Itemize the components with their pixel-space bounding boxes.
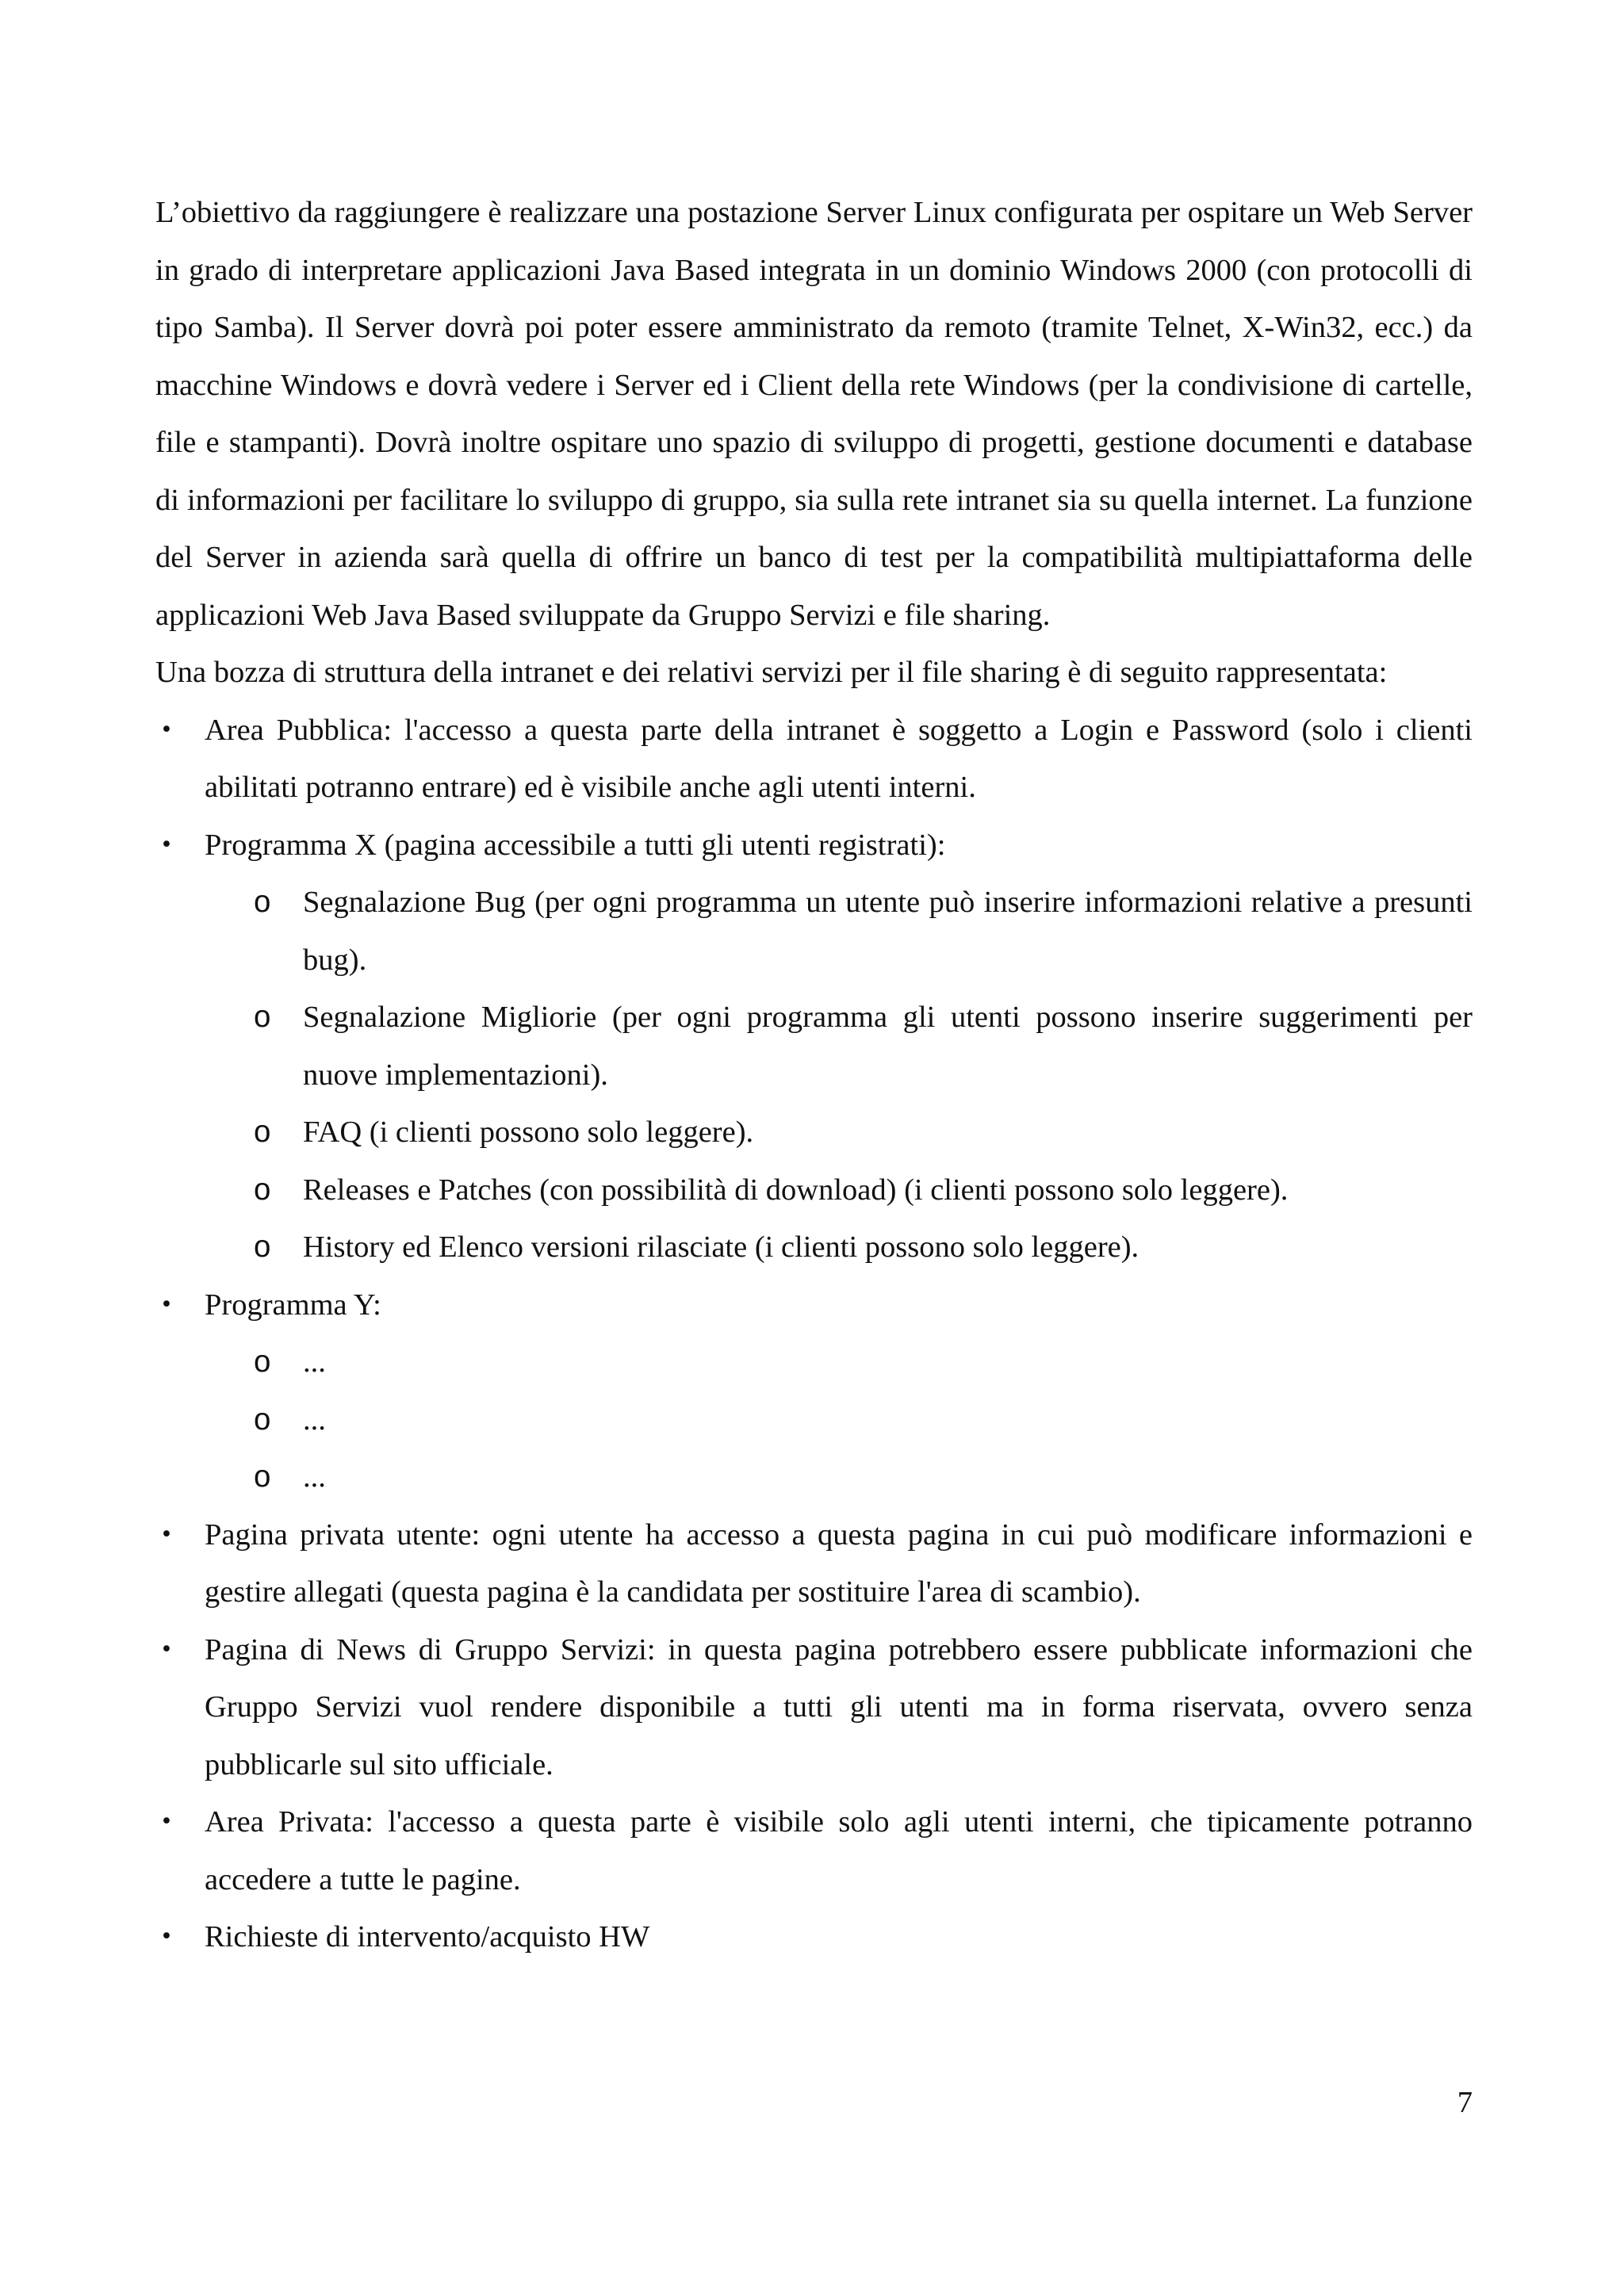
list-item <box>155 817 1473 1276</box>
list-item <box>155 1793 1473 1908</box>
sub-list-item-text: History ed Elenco versioni rilasciate (i clienti possono solo leggere). <box>303 1230 1139 1264</box>
list-item <box>155 1908 1473 1966</box>
bullet-icon: • <box>160 1924 173 1949</box>
circle-bullet-icon: o <box>254 1345 271 1379</box>
intro-paragraph: L’obiettivo da raggiungere è realizzare una postazione Server Linux configurata per ospitare un Web Server in grado di interpretare applicazioni Java Based integrata in un dominio Windows 2000 (con protocolli di tipo Samba). Il Server dovrà poi poter essere amministrato da remoto (tramite Telnet, X-Win32, ecc.) da macchine Windows e dovrà vedere i Server ed i Client della rete Windows (per la condivisione di cartelle, file e stampanti). Dovrà inoltre ospitare uno spazio di sviluppo di progetti, gestione documenti e database di informazioni per facilitare lo sviluppo di gruppo, sia sulla rete intranet sia su quella internet. La funzione del Server in azienda sarà quella di offrire un banco di test per la compatibilità multipiattaforma delle applicazioni Web Java Based sviluppate da Gruppo Servizi e file sharing. <box>155 196 1473 632</box>
sub-list-item <box>205 1161 1473 1219</box>
list-item-text: Programma Y: <box>205 1288 381 1322</box>
list-item-text: Pagina privata utente: ogni utente ha accesso a questa pagina in cui può modificare informazioni e gestire allegati (questa pagina è la candidata per sostituire l'area di scambio). <box>205 1517 1473 1609</box>
document-page <box>155 184 1473 1966</box>
sub-list <box>205 874 1473 1276</box>
list-item-text: Area Privata: l'accesso a questa parte è visibile solo agli utenti interni, che tipicamente potranno accedere a tutte le pagine. <box>205 1805 1473 1896</box>
list-item <box>155 702 1473 817</box>
sub-list-item <box>205 1334 1473 1391</box>
sub-list-item <box>205 1104 1473 1161</box>
sub-list-item-text: ... <box>303 1460 326 1494</box>
bullet-icon: • <box>160 1292 173 1317</box>
circle-bullet-icon: o <box>254 1115 271 1149</box>
circle-bullet-icon: o <box>254 1230 271 1264</box>
sub-list-item <box>205 1448 1473 1506</box>
circle-bullet-icon: o <box>254 1000 271 1034</box>
sub-list-item-text: ... <box>303 1345 326 1379</box>
bullet-icon: • <box>160 1521 173 1547</box>
list-item <box>155 1276 1473 1506</box>
sub-list-item <box>205 874 1473 989</box>
structure-list <box>155 702 1473 1966</box>
circle-bullet-icon: o <box>254 1402 271 1437</box>
lead-paragraph: Una bozza di struttura della intranet e dei relativi servizi per il file sharing è di seguito rappresentata: <box>155 656 1388 689</box>
bullet-icon: • <box>160 832 173 857</box>
list-item <box>155 1621 1473 1794</box>
sub-list-item <box>205 989 1473 1104</box>
page-number: 7 <box>1457 2086 1473 2119</box>
sub-list-item-text: ... <box>303 1402 326 1437</box>
sub-list-item-text: Segnalazione Bug (per ogni programma un utente può inserire informazioni relative a presunti bug). <box>303 886 1473 977</box>
bullet-icon: • <box>160 1809 173 1834</box>
bullet-icon: • <box>160 1636 173 1662</box>
circle-bullet-icon: o <box>254 1172 271 1207</box>
sub-list <box>205 1334 1473 1506</box>
sub-list-item <box>205 1219 1473 1276</box>
circle-bullet-icon: o <box>254 885 271 919</box>
sub-list-item <box>205 1391 1473 1449</box>
list-item-text: Richieste di intervento/acquisto HW <box>205 1920 650 1954</box>
sub-list-item-text: Segnalazione Migliorie (per ogni programma gli utenti possono inserire suggerimenti per nuove implementazioni). <box>303 1001 1473 1092</box>
list-item-text: Programma X (pagina accessibile a tutti gli utenti registrati): <box>205 828 946 862</box>
sub-list-item-text: FAQ (i clienti possono solo leggere). <box>303 1115 754 1149</box>
list-item-text: Pagina di News di Gruppo Servizi: in questa pagina potrebbero essere pubblicate informazioni che Gruppo Servizi vuol rendere disponibile a tutti gli utenti ma in forma riservata, ovvero senza pubblicarle sul sito ufficiale. <box>205 1632 1473 1781</box>
list-item <box>155 1506 1473 1621</box>
list-item-text: Area Pubblica: l'accesso a questa parte della intranet è soggetto a Login e Password (solo i clienti abilitati potranno entrare) ed è visibile anche agli utenti interni. <box>205 713 1473 804</box>
bullet-icon: • <box>160 717 173 742</box>
sub-list-item-text: Releases e Patches (con possibilità di download) (i clienti possono solo leggere). <box>303 1173 1289 1207</box>
circle-bullet-icon: o <box>254 1460 271 1494</box>
